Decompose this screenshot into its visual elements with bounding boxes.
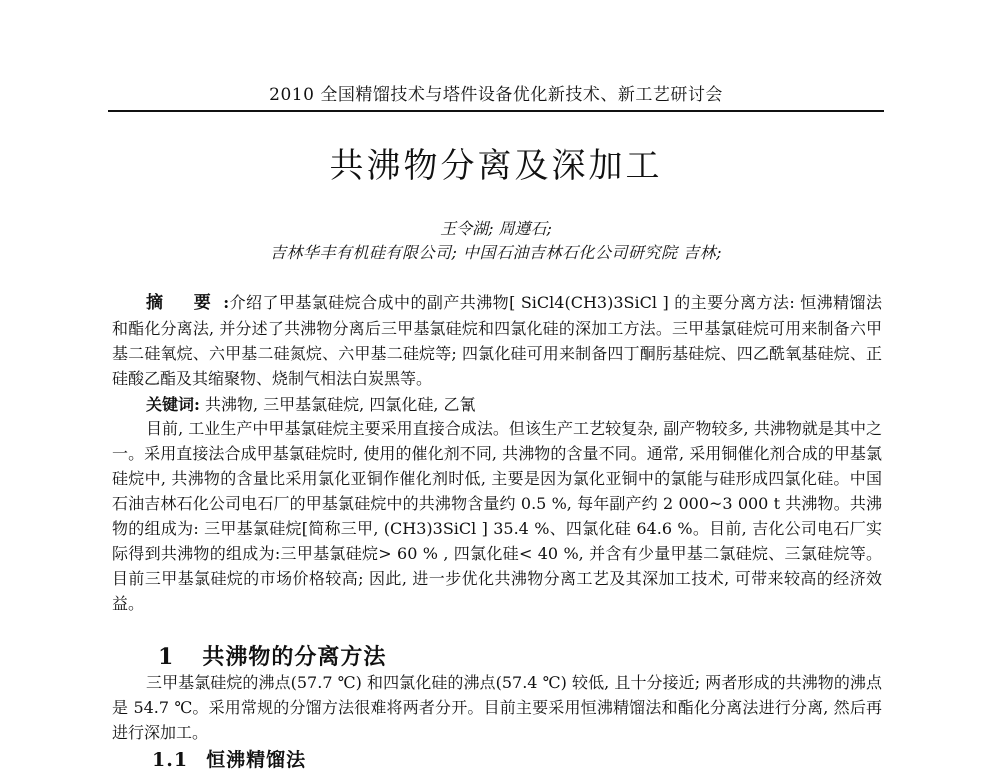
section-heading	[158, 640, 386, 671]
section-number: 1	[158, 644, 175, 670]
running-header: 2010 全国精馏技术与塔件设备优化新技术、新工艺研讨会	[269, 85, 723, 105]
keywords-paragraph	[112, 392, 882, 417]
header-rule	[108, 110, 884, 112]
intro-paragraph: 目前, 工业生产中甲基氯硅烷主要采用直接合成法。但该生产工艺较复杂, 副产物较多, 共沸物就是其中之一。采用直接法合成甲基氯硅烷时, 使用的催化剂不同, 共沸物的含量不同。通常, 采用铜催化剂合成的甲基氯硅烷中, 共沸物的含量比采用氯化亚铜作催化剂时低, 主要是因为氯化亚铜中的氯能与硅形成四氯化硅。中国石油吉林石化公司电石厂的甲基氯硅烷中的共沸物含量约 0.5 %, 每年副产约 2 000~3 000 t 共沸物。共沸物的组成为: 三甲基氯硅烷[简称三甲, (CH3)3SiCl ] 35.4 %、四氯化硅 64.6 %。目前, 吉化公司电石厂实际得到共沸物的组成为:三甲基氯硅烷> 60 % , 四氯化硅< 40 %, 并含有少量甲基二氯硅烷、三氯硅烷等。目前三甲基氯硅烷的市场价格较高; 因此, 进一步优化共沸物分离工艺及其深加工技术, 可带来较高的经济效益。	[112, 419, 882, 613]
abstract-paragraph	[112, 290, 882, 391]
abstract-colon: :	[223, 293, 230, 312]
subsection-number: 1.1	[152, 749, 189, 771]
section-body-paragraph: 三甲基氯硅烷的沸点(57.7 ℃) 和四氯化硅的沸点(57.4 ℃) 较低, 且十分接近; 两者形成的共沸物的沸点是 54.7 ℃。采用常规的分馏方法很难将两者分开。目前主要采用恒沸精馏法和酯化分离法进行分离, 然后再进行深加工。	[112, 673, 882, 742]
section-title: 共沸物的分离方法	[202, 644, 387, 670]
abstract-label: 摘 要	[146, 293, 224, 313]
keywords-text: 共沸物, 三甲基氯硅烷, 四氯化硅, 乙氰	[199, 395, 476, 414]
article-authors: 王令湖; 周遵石;	[440, 219, 552, 238]
subsection-title: 恒沸精馏法	[206, 749, 307, 771]
article-affiliation: 吉林华丰有机硅有限公司; 中国石油吉林石化公司研究院 吉林;	[270, 243, 722, 262]
abstract-text: 介绍了甲基氯硅烷合成中的副产共沸物[ SiCl4(CH3)3SiCl ] 的主要分离方法: 恒沸精馏法和酯化分离法, 并分述了共沸物分离后三甲基氯硅烷和四氯化硅的深加工方法。三甲基氯硅烷可用来制备六甲基二硅氧烷、六甲基二硅氮烷、六甲基二硅烷等; 四氯化硅可用来制备四丁酮肟基硅烷、四乙酰氧基硅烷、正硅酸乙酯及其缩聚物、烧制气相法白炭黑等。	[112, 293, 882, 388]
subsection-heading	[152, 745, 306, 772]
keywords-label: 关键词:	[146, 395, 200, 414]
article-title: 共沸物分离及深加工	[329, 146, 663, 186]
